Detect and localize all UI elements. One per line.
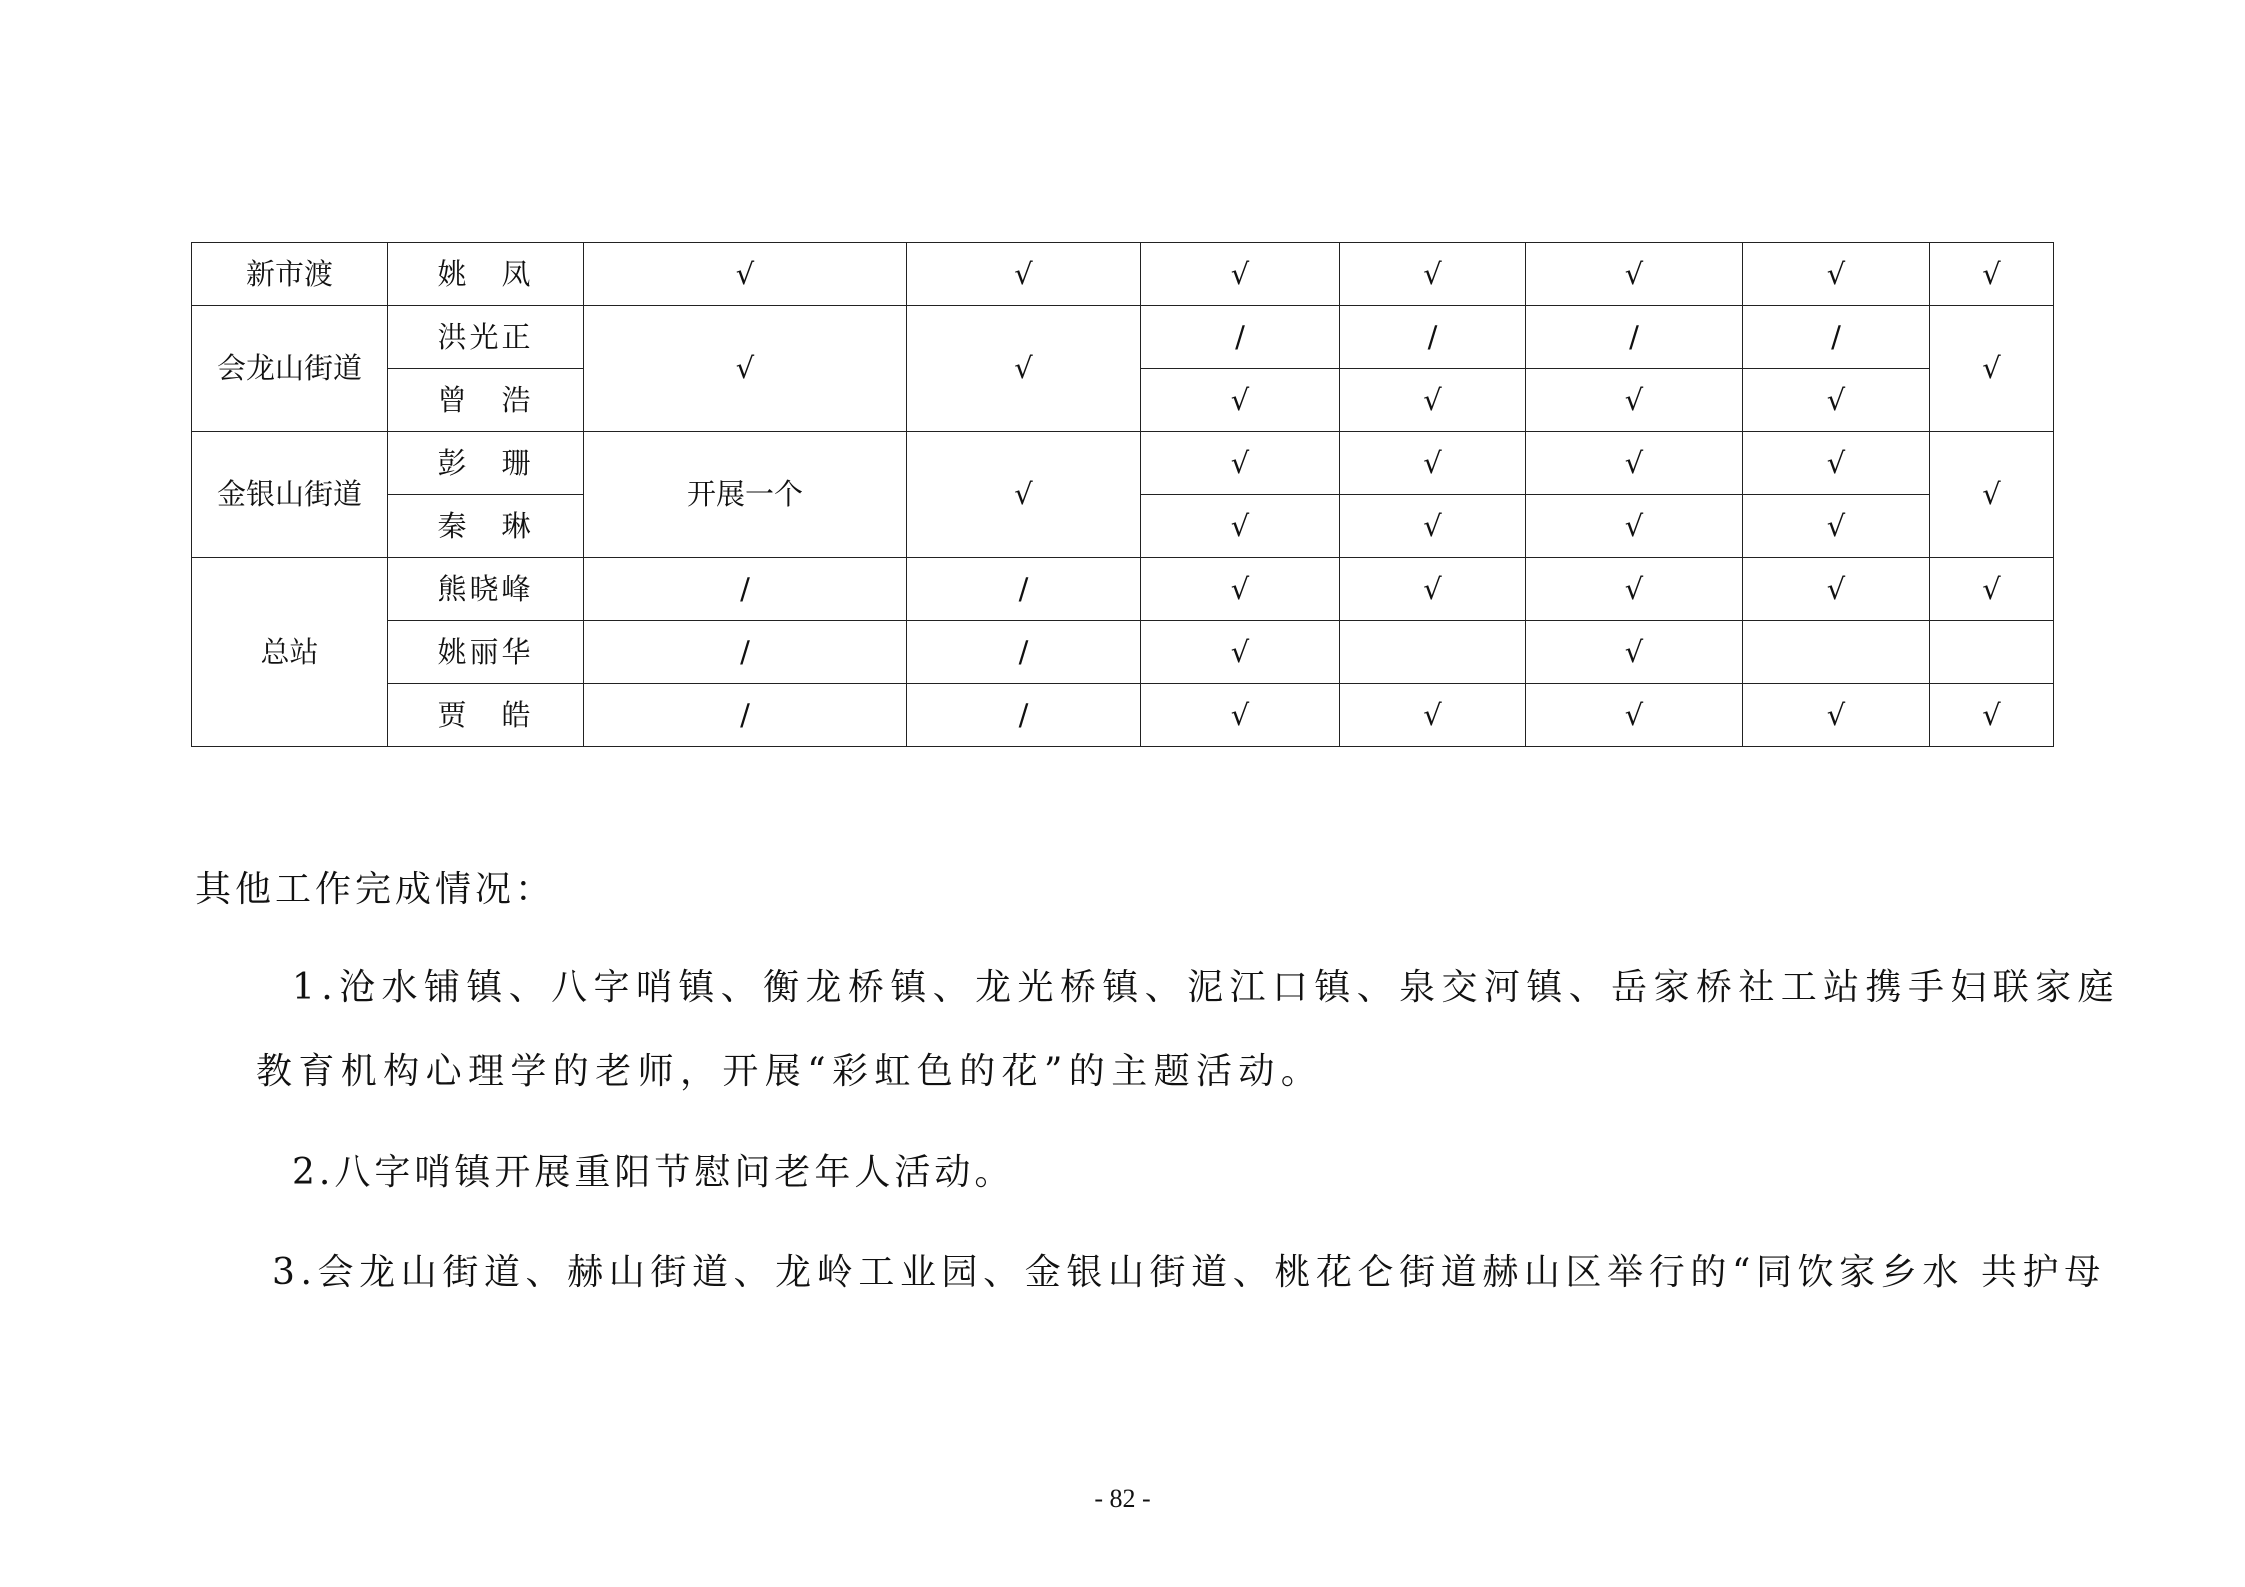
check-cell: / — [907, 558, 1141, 621]
check-cell: √ — [1743, 432, 1930, 495]
check-cell: √ — [1743, 558, 1930, 621]
staff-name-cell: 秦 琳 — [388, 495, 584, 558]
check-cell: √ — [1141, 621, 1340, 684]
check-cell: / — [907, 621, 1141, 684]
station-cell: 会龙山街道 — [192, 306, 388, 432]
check-cell: √ — [584, 243, 907, 306]
check-cell: √ — [1930, 243, 2054, 306]
paragraph-item-1-line-1: 1.沧水铺镇、八字哨镇、衡龙桥镇、龙光桥镇、泥江口镇、泉交河镇、岳家桥社工站携手妇联家庭 — [292, 967, 2120, 1008]
check-cell: √ — [1526, 558, 1743, 621]
check-cell: √ — [1141, 243, 1340, 306]
check-cell: √ — [1526, 495, 1743, 558]
check-cell: √ — [1526, 369, 1743, 432]
paragraph-item-2: 2.八字哨镇开展重阳节慰问老年人活动。 — [292, 1152, 1015, 1193]
paragraph-item-3: 3.会龙山街道、赫山街道、龙岭工业园、金银山街道、桃花仑街道赫山区举行的“同饮家乡水 共护母 — [272, 1252, 2106, 1293]
paragraph-item-1-line-2: 教育机构心理学的老师，开展“彩虹色的花”的主题活动。 — [256, 1051, 1324, 1092]
check-cell: / — [1526, 306, 1743, 369]
table-row — [192, 243, 2054, 306]
check-cell: √ — [1743, 243, 1930, 306]
check-cell: √ — [1930, 432, 2054, 558]
check-cell: √ — [1743, 684, 1930, 747]
staff-name-cell: 彭 珊 — [388, 432, 584, 495]
station-cell: 总站 — [192, 558, 388, 747]
work-completion-table — [191, 242, 2054, 747]
check-cell: / — [584, 684, 907, 747]
check-cell: / — [584, 558, 907, 621]
station-cell: 金银山街道 — [192, 432, 388, 558]
page-number: - 82 - — [1094, 1484, 1151, 1513]
check-cell: √ — [1340, 684, 1526, 747]
staff-name-cell: 贾 皓 — [388, 684, 584, 747]
check-cell: √ — [1340, 495, 1526, 558]
check-cell: √ — [1526, 243, 1743, 306]
section-heading: 其他工作完成情况： — [195, 869, 556, 910]
check-cell — [1340, 621, 1526, 684]
activity-note-cell: 开展一个 — [584, 432, 907, 558]
check-cell: √ — [1526, 621, 1743, 684]
check-cell: √ — [1141, 369, 1340, 432]
check-cell: √ — [1340, 432, 1526, 495]
check-cell: √ — [1526, 684, 1743, 747]
table-row — [192, 684, 2054, 747]
check-cell: √ — [1930, 684, 2054, 747]
check-cell: √ — [907, 432, 1141, 558]
check-cell: √ — [907, 243, 1141, 306]
table-row — [192, 621, 2054, 684]
check-cell: / — [1141, 306, 1340, 369]
staff-name-cell: 洪光正 — [388, 306, 584, 369]
check-cell: √ — [1141, 495, 1340, 558]
table-row — [192, 306, 2054, 369]
check-cell: √ — [1743, 369, 1930, 432]
check-cell: √ — [1340, 558, 1526, 621]
check-cell: √ — [584, 306, 907, 432]
check-cell: / — [1340, 306, 1526, 369]
check-cell — [1743, 621, 1930, 684]
check-cell: √ — [1141, 558, 1340, 621]
staff-name-cell: 姚 凤 — [388, 243, 584, 306]
check-cell: √ — [1930, 558, 2054, 621]
check-cell: √ — [1340, 369, 1526, 432]
table-row — [192, 432, 2054, 495]
check-cell: / — [1743, 306, 1930, 369]
check-cell: / — [907, 684, 1141, 747]
check-cell: √ — [907, 306, 1141, 432]
check-cell: √ — [1526, 432, 1743, 495]
staff-name-cell: 熊晓峰 — [388, 558, 584, 621]
check-cell: √ — [1141, 432, 1340, 495]
table-row — [192, 558, 2054, 621]
station-cell: 新市渡 — [192, 243, 388, 306]
check-cell: / — [584, 621, 907, 684]
check-cell — [1930, 621, 2054, 684]
check-cell: √ — [1340, 243, 1526, 306]
staff-name-cell: 姚丽华 — [388, 621, 584, 684]
check-cell: √ — [1141, 684, 1340, 747]
staff-name-cell: 曾 浩 — [388, 369, 584, 432]
check-cell: √ — [1930, 306, 2054, 432]
check-cell: √ — [1743, 495, 1930, 558]
